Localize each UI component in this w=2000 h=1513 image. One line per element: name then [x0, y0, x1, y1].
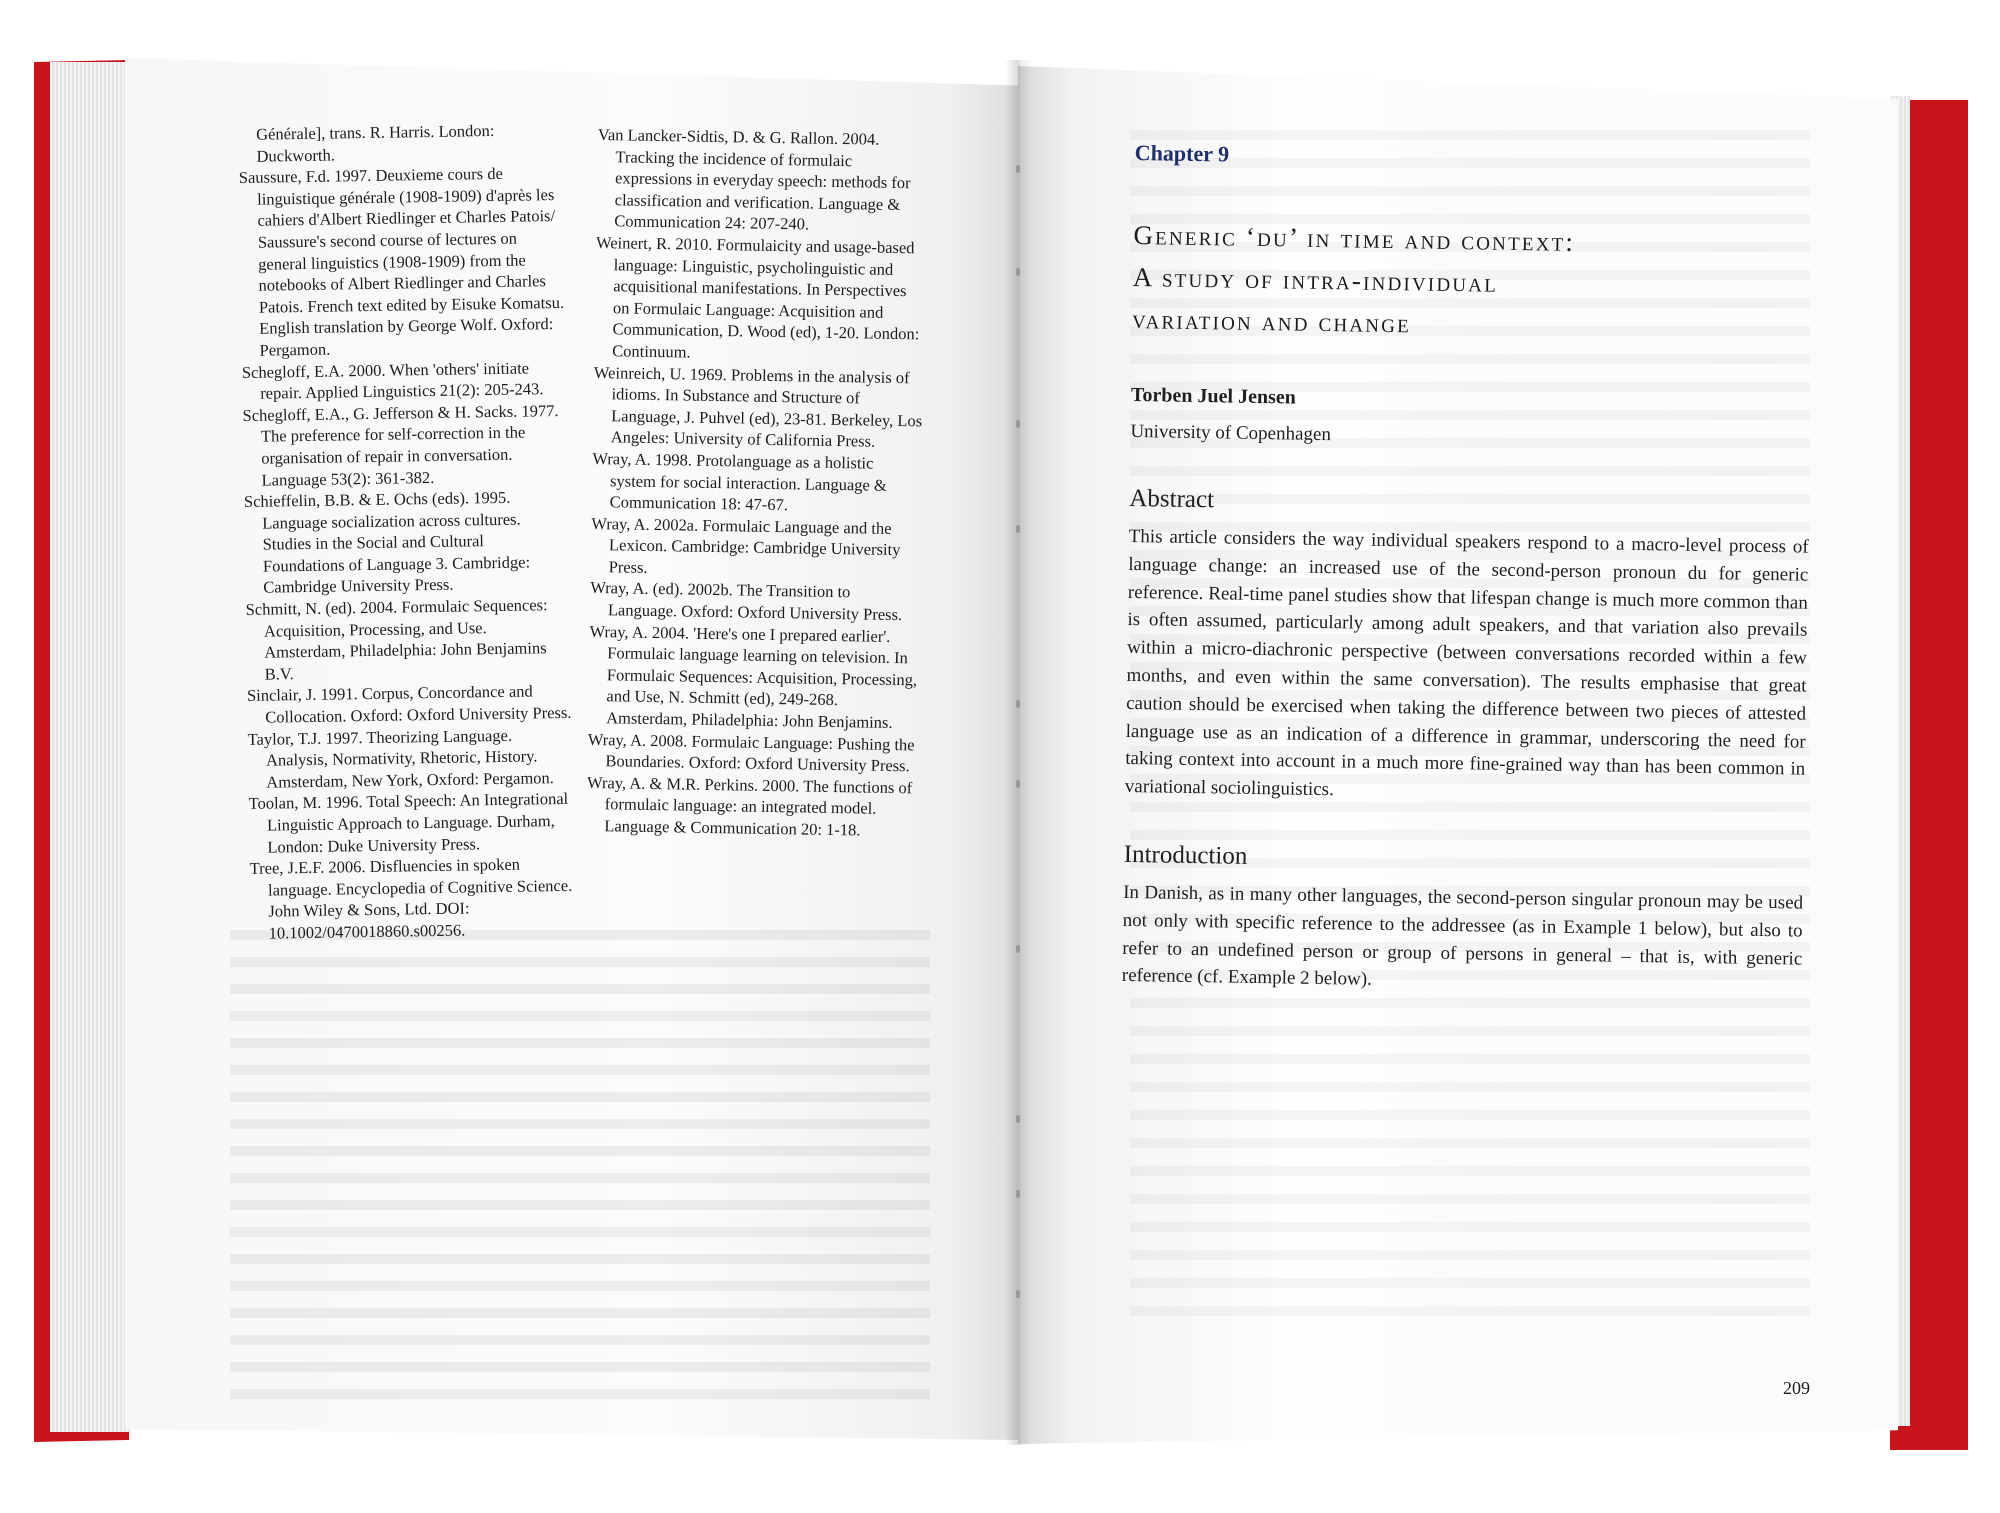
reference-entry: Schmitt, N. (ed). 2004. Formulaic Sequences: Acquisition, Processing, and Use. Amsterdam, Philadelphia: John Benjamins B.V.: [245, 595, 548, 684]
introduction-text: In Danish, as in many other languages, the second-person singular pronoun may be used not only with specific reference to the addressee (as in Example 1 below), but also to refer to an undefined person or group of persons in general – that is, with generic reference (cf. Example 2 below).: [1121, 881, 1804, 991]
reference-entry: Wray, A. 1998. Protolanguage as a holistic system for social interaction. Language & Communication 18: 47-67.: [592, 448, 887, 515]
binding-stitch: [1016, 780, 1020, 788]
chapter-title: [1132, 214, 1814, 351]
reference-entry: Schegloff, E.A. 2000. When 'others' initiate repair. Applied Linguistics 21(2): 205-243.: [241, 357, 544, 403]
reference-entry: Wray, A. (ed). 2002b. The Transition to Language. Oxford: Oxford University Press.: [590, 578, 903, 625]
reference-entry: Wray, A. 2004. 'Here's one I prepared earlier'. Formulaic language learning on television. In Formulaic Sequences: Acquisition, Processing, and Use, N. Schmitt (ed), 249-268. Amsterdam, Philadelphia: John Benjamins.: [589, 621, 918, 732]
chapter-opening: [1121, 140, 1815, 1041]
reference-entry: Générale], trans. R. Harris. London: Duckworth.: [256, 120, 495, 166]
reference-entry: Van Lancker-Sidtis, D. & G. Rallon. 2004. Tracking the incidence of formulaic expressions in everyday speech: methods for classification and verification. Language & Communication 24: 207-240.: [597, 124, 911, 234]
author-affiliation: University of Copenhagen: [1130, 420, 1332, 446]
chapter-title-line: Generic ‘du’ in time and context:: [1133, 219, 1576, 257]
abstract-heading: Abstract: [1129, 484, 1215, 514]
reference-entry: Weinert, R. 2010. Formulaicity and usage-based language: Linguistic, psycholinguistic and acquisitional manifestations. In Perspectives on Formulaic Language: Acquisition and Communication, D. Wood (ed), 1-20. London: Continuum.: [595, 232, 920, 362]
reference-entry: Toolan, M. 1996. Total Speech: An Integrational Linguistic Approach to Language. Durham, London: Duke University Press.: [248, 789, 569, 857]
binding-stitch: [1016, 525, 1020, 533]
binding-stitch: [1016, 700, 1020, 708]
chapter-title-line: A study of intra-individual: [1132, 261, 1499, 298]
references-column-right: [586, 124, 928, 842]
binding-stitch: [1016, 165, 1020, 173]
show-through-text-left: [230, 930, 930, 1400]
reference-entry: Saussure, F.d. 1997. Deuxieme cours de linguistique générale (1908-1909) d'après les cahiers d'Albert Riedlinger et Charles Patois/ Saussure's second course of lectures on general linguistics (1908-1909) from the notebooks of Albert Riedlinger and Charles Patois. French text edited by Eisuke Komatsu. English translation by George Wolf. Oxford: Pergamon.: [238, 164, 565, 360]
chapter-title-line: variation and change: [1131, 303, 1412, 339]
reference-entry: Wray, A. 2008. Formulaic Language: Pushing the Boundaries. Oxford: Oxford University Press.: [587, 729, 915, 776]
reference-entry: Wray, A. & M.R. Perkins. 2000. The functions of formulaic language: an integrated model. Language & Communication 20: 1-18.: [586, 772, 913, 840]
reference-entry: Weinreich, U. 1969. Problems in the analysis of idioms. In Substance and Structure of Language, J. Puhvel (ed), 23-81. Berkeley, Los Angeles: University of California Press.: [593, 362, 923, 451]
reference-entry: Schieffelin, B.B. & E. Ochs (eds). 1995. Language socialization across cultures. Studies in the Social and Cultural Foundations of Language 3. Cambridge: Cambridge University Press.: [243, 487, 531, 598]
binding-stitch: [1016, 1190, 1020, 1198]
binding-stitch: [1016, 268, 1020, 276]
abstract-text: This article considers the way individual speakers respond to a macro-level process of language change: an increased use of the second-person pronoun du for generic reference. Real-time panel studies show that lifespan change is much more common than is often assumed, particularly among adult speakers, and that variation also prevails within a micro-diachronic perspective (between conversations recorded within a few months, and even within the same conversation). The results emphasise that great caution should be exercised when taking the difference between two pieces of attested language use as an indication of a difference in grammar, underscoring the need for taking context into account in a much more fine-grained way than has been common in variational sociolinguistics.: [1124, 525, 1809, 801]
reference-entry: Taylor, T.J. 1997. Theorizing Language. Analysis, Normativity, Rhetoric, History. Amsterdam, New York, Oxford: Pergamon.: [247, 725, 554, 792]
author-name: Torben Juel Jensen: [1130, 383, 1296, 409]
binding-stitch: [1016, 1290, 1020, 1298]
reference-entry: Schegloff, E.A., G. Jefferson & H. Sacks. 1977. The preference for self-correction in the organisation of repair in conversation. Language 53(2): 361-382.: [242, 400, 559, 490]
chapter-label: Chapter 9: [1134, 140, 1230, 167]
binding-stitch: [1016, 945, 1020, 953]
reference-entry: Wray, A. 2002a. Formulaic Language and the Lexicon. Cambridge: Cambridge University Press.: [591, 513, 901, 577]
binding-stitch: [1016, 1115, 1020, 1123]
reference-entry: Sinclair, J. 1991. Corpus, Concordance and Collocation. Oxford: Oxford University Press.: [246, 681, 572, 727]
binding-stitch: [1016, 420, 1020, 428]
introduction-heading: Introduction: [1123, 840, 1248, 870]
references-column-left: [238, 119, 576, 945]
reference-entry: Tree, J.E.F. 2006. Disfluencies in spoken language. Encyclopedia of Cognitive Science. John Wiley & Sons, Ltd. DOI: 10.1002/0470018860.s00256.: [249, 854, 573, 943]
page-stack-left: [50, 62, 130, 1432]
page-number: 209: [1783, 1378, 1810, 1398]
